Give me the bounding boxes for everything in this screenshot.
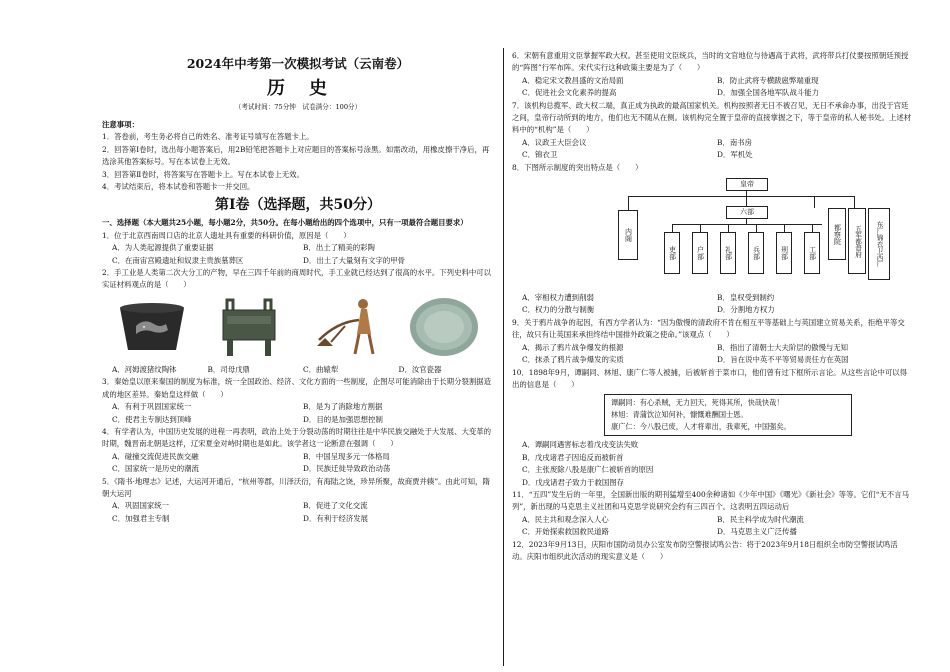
option-a: A．河姆渡猪纹陶钵 — [112, 364, 177, 374]
option-d: D．民族迁徙导致政治动荡 — [303, 464, 391, 474]
option-a: A．巩固国家统一 — [112, 501, 170, 511]
question-stem: 1．位于北京西南周口店的北京人遗址具有重要的科研价值，原因是（ ） — [102, 230, 351, 240]
note-item: 1．答卷前，考生务必将自己的姓名、准考证号填写在答题卡上。 — [102, 132, 314, 142]
option-b: B．南书房 — [717, 137, 752, 147]
option-a: A．民主共和观念深入人心 — [522, 514, 609, 524]
option-d: D．汝官瓷器 — [398, 364, 442, 374]
option-d: D．马克思主义广泛传播 — [717, 527, 797, 537]
part1-title: 第Ⅰ卷（选择题，共50分） — [214, 197, 382, 214]
option-c: C．在南宙宫殿遗址和奴隶主贵族墓葬区 — [112, 255, 244, 265]
question-stem: 8．下图所示制度的突出特点是（ ） — [512, 162, 643, 172]
option-d: D．分割地方权力 — [717, 305, 775, 315]
question-2 — [102, 267, 494, 376]
question-11 — [512, 489, 912, 539]
option-d: D．加强全国各地军队战斗能力 — [717, 88, 820, 98]
question-3 — [102, 376, 494, 426]
right-column — [512, 50, 912, 563]
six-ministries-node: 六部 — [726, 206, 768, 219]
option-c: C．使君主专制达到顶峰 — [112, 414, 192, 424]
option-b: B．民主科学成为时代潮流 — [717, 514, 804, 524]
exam-info: （考试时间：75分钟 试卷满分：100分） — [234, 103, 362, 111]
ministry-node: 礼部 — [720, 232, 736, 274]
artifact-images — [102, 292, 494, 364]
option-c: C．促进社会文化素养的提高 — [522, 88, 617, 98]
option-c: C．权力的分散与制衡 — [522, 305, 595, 315]
quote-line: 谭嗣同：有心杀贼，无力回天，死得其所，快哉快哉！ — [611, 398, 784, 408]
option-c: C．主张废除八股是康广仁被斩首的原因 — [522, 465, 654, 475]
question-4 — [102, 426, 494, 476]
question-stem: 7．该机构总揽军、政大权二端，真正成为执政的最高国家机关。机构按照者无日不被召见，无日不承命办事，出没于宫廷之间，皇帝行动所到的地方，他们也无不随从在侧。该机构完全置于皇帝的直接掌握之下，等于皇帝的私人秘书处。上述材料中的“机构”是（ ） — [512, 100, 912, 135]
secret-police-node: 东厂锦衣卫西厂 — [868, 208, 890, 280]
column-divider — [503, 48, 504, 666]
option-b: B．是为了消除地方割据 — [303, 402, 383, 412]
quote-box — [604, 394, 852, 436]
censorate-node: 都察院 — [828, 208, 846, 260]
note-item: 4．考试结束后，将本试卷和答题卡一并交回。 — [102, 182, 255, 192]
question-12 — [512, 539, 912, 564]
option-b: B．司母戊鼎 — [207, 364, 250, 374]
question-7 — [512, 100, 912, 162]
option-a: A．稳定宋文教昌盛的文治局面 — [522, 75, 624, 85]
question-stem: 4．有学者认为，中国历史发展的进程一再表明，政治上处于分裂动荡的时期往往是中华民族交融处于大发展、大变革的时期，魏晋南北朝是这样，辽宋夏金对峙时期也是如此。该学者这一论断意在强调（ ） — [102, 426, 492, 449]
option-b: B．中国呈现多元一体格局 — [303, 451, 390, 461]
note-item: 3．回答第Ⅱ卷时，将答案写在答题卡上。写在本试卷上无效。 — [102, 169, 304, 179]
option-a: A．议政王大臣会议 — [522, 137, 587, 147]
option-b: B．防止武将专横跋扈弊端重现 — [717, 75, 819, 85]
section-instructions: 一、选择题（本大题共25小题，每小题2分，共50分。在每小题给出的四个选项中，只有一项最符合题目要求） — [102, 218, 468, 228]
option-c: C．加强君主专制 — [112, 513, 170, 523]
question-stem: 12．2023年9月13日，庆阳市国防动员办公室发布防空警报试鸣公告：将于2023年9月18日组织全市防空警报试鸣活动。庆阳市组织此次活动的现实意义是（ ） — [512, 539, 898, 561]
option-d: D．军机处 — [717, 150, 753, 160]
option-b: B．戊戌诸君子因追反而被斩首 — [522, 452, 624, 462]
option-a: A．为人类起源提供了重要证据 — [112, 243, 214, 253]
question-10 — [512, 367, 912, 489]
military-command-node: 五军都督府 — [848, 208, 866, 274]
note-item: 2．回答第Ⅰ卷时，选出每小题答案后，用2B铅笔把答题卡上对应题目的答案标号涂黑。如需改动，用橡皮擦干净后，再选涂其他答案标号。写在本试卷上无效。 — [102, 144, 490, 167]
option-c: C．国家统一是历史的潮流 — [112, 464, 199, 474]
notes-heading: 注意事项： — [102, 120, 139, 129]
option-b: B．皇权受到制约 — [717, 293, 775, 303]
question-9 — [512, 317, 912, 367]
cabinet-node: 内阁 — [618, 210, 638, 260]
option-a: A．有利于巩固国家统一 — [112, 402, 192, 412]
question-6 — [512, 50, 912, 100]
option-a: A．宰相权力遭到削弱 — [522, 293, 594, 303]
option-a: A．揭示了鸦片战争爆发的根源 — [522, 342, 624, 352]
emperor-node: 皇帝 — [726, 178, 768, 191]
option-d: D．旨在说中英不平等贸易责任方在英国 — [717, 355, 849, 365]
option-b: B．促进了文化交流 — [303, 501, 368, 511]
pottery-bowl-image — [116, 296, 188, 358]
question-stem: 9．关于鸦片战争的起因，有西方学者认为：“因为傲慢的清政府不肯在相互平等基础上与英国建立贸易关系，拒绝平等交往，故只有让英国来承担终结中国排外政策之使命。”该观点（ ） — [512, 317, 905, 340]
bronze-ding-image — [213, 296, 285, 358]
question-stem: 2．手工业是人类第二次大分工的产物，早在三四千年前的商周时代，手工业就已经达到了很高的水平。下列史料中可以实证材料观点的是（ ） — [102, 268, 492, 290]
question-5 — [102, 476, 494, 526]
option-d: D．出土了大量刻有文字的甲骨 — [303, 255, 406, 265]
quote-line: 康广仁：今八股已废，人才将辈出，我辈死，中国强矣。 — [611, 422, 791, 432]
option-b: B．指出了清朝士大夫阶层的傲慢与无知 — [717, 342, 849, 352]
option-a: A．谭嗣同遇害标志着戊戌变法失败 — [522, 440, 639, 450]
ministry-node: 刑部 — [776, 232, 792, 274]
option-c: C．抹杀了鸦片战争爆发的实质 — [522, 355, 624, 365]
ministry-node: 兵部 — [748, 232, 764, 274]
exam-title: 2024年中考第一次模拟考试（云南卷） — [186, 56, 410, 71]
question-stem: 5．《隋书·地理志》记述，大运河开通后，“杭州等郡，川泽沃衍，有海陆之饶，珍异所聚，故商贾并辏”。由此可知，隋朝大运河 — [102, 476, 490, 498]
option-d: D．有利于经济发展 — [303, 513, 369, 523]
exam-subject: 历史 — [267, 78, 351, 99]
question-1 — [102, 230, 494, 267]
option-b: B．出土了精美的彩陶 — [303, 243, 375, 253]
option-a: A．碰撞交流促进民族交融 — [112, 451, 199, 461]
option-c: C．曲辕犁 — [303, 364, 339, 374]
question-stem: 3．秦始皇以原来秦国的制度为标准，统一全国政治、经济、文化方面的一些制度，企图尽可能消除由于长期分裂割据造成的地区差异。秦始皇这样做（ ） — [102, 377, 492, 399]
question-stem: 6．宋朝有意重用文臣掌握军政大权。甚至使用文臣统兵，当时的文官地位与待遇高于武将，武将带兵打仗要按照朝廷预授的“阵图”行军布阵。宋代实行这种政策主要是为了（ ） — [512, 51, 909, 73]
question-stem: 11．“五四”发生后的一年里，全国新出版的期刊猛增至400余种诸如《少年中国》《曙光》《新社会》等等。它们“无不言马列”，新出现的马克思主义社团和马克思学说研究会约有三四百个。这表明五四运动后 — [512, 489, 909, 512]
left-column — [102, 52, 494, 525]
ministry-node: 吏部 — [664, 232, 680, 274]
option-d: D．目的是加强思想控制 — [303, 414, 383, 424]
quote-line: 林旭：青蒲饮泣知何补，慷慨难酬国士恩。 — [611, 410, 748, 420]
option-c: C．锦衣卫 — [522, 150, 558, 160]
option-d: D．戊戌诸君子致力于救国图存 — [522, 477, 625, 487]
ministry-node: 工部 — [804, 232, 820, 274]
ming-government-org-chart — [616, 178, 883, 290]
ministry-node: 户部 — [692, 232, 708, 274]
question-stem: 10．1898年9月，谭嗣同、林旭、康广仁等人被捕，后被斩首于菜市口，他们曾有过下框所示言论。从这些言论中可以得出的信息是（ ） — [512, 367, 908, 389]
question-8 — [512, 162, 912, 317]
ru-ware-dish-image — [408, 296, 480, 358]
curved-plough-image — [311, 296, 383, 358]
option-c: C．开始探索救国救民道路 — [522, 527, 609, 537]
